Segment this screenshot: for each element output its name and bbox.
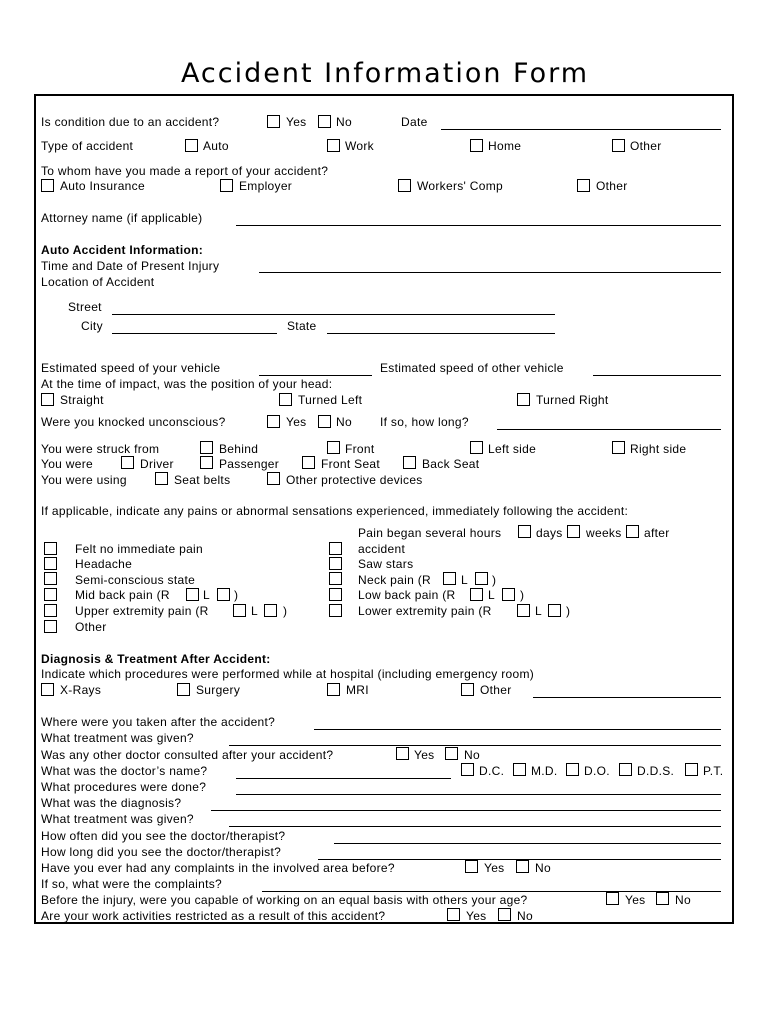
- struck-left-side-label: Left side: [488, 442, 537, 456]
- neck-pain-l-label: L: [461, 573, 468, 587]
- md-checkbox[interactable]: [513, 763, 526, 776]
- lower-ext-close: ): [566, 604, 571, 618]
- other-protective-checkbox[interactable]: [267, 472, 280, 485]
- struck-behind-checkbox[interactable]: [200, 441, 213, 454]
- pain-other-checkbox[interactable]: [44, 620, 57, 633]
- date-label: Date: [401, 115, 428, 129]
- how-long-doc-label: How long did you see the doctor/therapist?: [41, 845, 282, 859]
- low-back-checkbox[interactable]: [329, 588, 342, 601]
- dds-label: D.D.S.: [637, 764, 675, 778]
- head-straight-checkbox[interactable]: [41, 393, 54, 406]
- procedures-done-field[interactable]: [236, 794, 721, 795]
- where-taken-label: Where were you taken after the accident?: [41, 715, 276, 729]
- before-injury-no-label: No: [675, 893, 691, 907]
- felt-no-pain-checkbox[interactable]: [44, 542, 57, 555]
- type-other-label: Other: [630, 139, 662, 153]
- report-auto-insurance-checkbox[interactable]: [41, 179, 54, 192]
- accident-word-label: accident: [358, 542, 406, 556]
- mid-back-checkbox[interactable]: [44, 588, 57, 601]
- low-back-l-label: L: [488, 588, 495, 602]
- speed-other-field[interactable]: [593, 375, 721, 376]
- street-field[interactable]: [112, 314, 555, 315]
- knocked-no-checkbox[interactable]: [318, 415, 331, 428]
- mid-back-l-checkbox[interactable]: [217, 588, 230, 601]
- other-doctor-yes-label: Yes: [414, 748, 435, 762]
- lower-ext-l-label: L: [535, 604, 542, 618]
- report-workers-comp-checkbox[interactable]: [398, 179, 411, 192]
- pt-label: P.T.: [703, 764, 724, 778]
- before-injury-label: Before the injury, were you capable of working on an equal basis with others your age?: [41, 893, 528, 907]
- pain-began-checkbox[interactable]: [329, 542, 342, 555]
- passenger-checkbox[interactable]: [200, 456, 213, 469]
- complaints-yes-checkbox[interactable]: [465, 860, 478, 873]
- time-date-label: Time and Date of Present Injury: [41, 259, 220, 273]
- upper-ext-label: Upper extremity pain (R: [75, 604, 209, 618]
- upper-ext-l-label: L: [251, 604, 258, 618]
- head-position-label: At the time of impact, was the position of your head:: [41, 377, 333, 391]
- what-treatment-label: What treatment was given?: [41, 731, 194, 745]
- accident-no-label: No: [336, 115, 352, 129]
- type-other-checkbox[interactable]: [612, 139, 625, 152]
- how-long-field[interactable]: [497, 429, 721, 430]
- speed-yours-label: Estimated speed of your vehicle: [41, 361, 221, 375]
- surgery-checkbox[interactable]: [177, 683, 190, 696]
- accident-yes-label: Yes: [286, 115, 307, 129]
- lower-ext-label: Lower extremity pain (R: [358, 604, 492, 618]
- what-treatment-field[interactable]: [229, 745, 721, 746]
- complaints-no-checkbox[interactable]: [516, 860, 529, 873]
- report-other-label: Other: [596, 179, 628, 193]
- front-seat-label: Front Seat: [321, 457, 381, 471]
- other-doctor-no-label: No: [464, 748, 480, 762]
- type-home-label: Home: [488, 139, 522, 153]
- procedures-done-label: What procedures were done?: [41, 780, 207, 794]
- indicate-procedures-label: Indicate which procedures were performed while at hospital (including emergency room): [41, 667, 535, 681]
- pain-weeks-checkbox[interactable]: [626, 525, 639, 538]
- other-protective-label: Other protective devices: [286, 473, 423, 487]
- before-injury-no-checkbox[interactable]: [656, 892, 669, 905]
- back-seat-label: Back Seat: [422, 457, 480, 471]
- restricted-yes-label: Yes: [466, 909, 487, 923]
- type-work-checkbox[interactable]: [327, 139, 340, 152]
- xrays-label: X-Rays: [60, 683, 102, 697]
- street-label: Street: [68, 300, 102, 314]
- you-were-using-label: You were using: [41, 473, 127, 487]
- saw-stars-label: Saw stars: [358, 557, 414, 571]
- felt-no-pain-label: Felt no immediate pain: [75, 542, 203, 556]
- neck-pain-label: Neck pain (R: [358, 573, 431, 587]
- low-back-close: ): [520, 588, 525, 602]
- struck-left-side-checkbox[interactable]: [470, 441, 483, 454]
- lower-ext-l-checkbox[interactable]: [548, 604, 561, 617]
- restricted-no-checkbox[interactable]: [498, 908, 511, 921]
- md-label: M.D.: [531, 764, 558, 778]
- speed-yours-field[interactable]: [259, 375, 372, 376]
- pains-intro-label: If applicable, indicate any pains or abnormal sensations experienced, immediately following the accident:: [41, 504, 629, 518]
- upper-ext-r-checkbox[interactable]: [233, 604, 246, 617]
- neck-pain-r-checkbox[interactable]: [443, 572, 456, 585]
- head-straight-label: Straight: [60, 393, 104, 407]
- driver-label: Driver: [140, 457, 174, 471]
- time-date-field[interactable]: [259, 272, 721, 273]
- pain-other-label: Other: [75, 620, 107, 634]
- diagnosis-field[interactable]: [211, 810, 721, 811]
- struck-from-label: You were struck from: [41, 442, 160, 456]
- saw-stars-checkbox[interactable]: [329, 557, 342, 570]
- attorney-label: Attorney name (if applicable): [41, 211, 203, 225]
- complaints-what-label: If so, what were the complaints?: [41, 877, 223, 891]
- before-injury-yes-checkbox[interactable]: [606, 892, 619, 905]
- neck-pain-checkbox[interactable]: [329, 572, 342, 585]
- type-of-accident-label: Type of accident: [41, 139, 134, 153]
- state-field[interactable]: [327, 333, 555, 334]
- report-auto-insurance-label: Auto Insurance: [60, 179, 145, 193]
- other-doctor-label: Was any other doctor consulted after your accident?: [41, 748, 334, 762]
- semi-conscious-checkbox[interactable]: [44, 572, 57, 585]
- knocked-label: Were you knocked unconscious?: [41, 415, 226, 429]
- head-turned-right-checkbox[interactable]: [517, 393, 530, 406]
- struck-right-side-checkbox[interactable]: [612, 441, 625, 454]
- low-back-r-checkbox[interactable]: [470, 588, 483, 601]
- restricted-no-label: No: [517, 909, 533, 923]
- mri-checkbox[interactable]: [327, 683, 340, 696]
- mid-back-label: Mid back pain (R: [75, 588, 170, 602]
- passenger-label: Passenger: [219, 457, 280, 471]
- dc-label: D.C.: [479, 764, 505, 778]
- headache-checkbox[interactable]: [44, 557, 57, 570]
- how-often-label: How often did you see the doctor/therapist?: [41, 829, 286, 843]
- surgery-label: Surgery: [196, 683, 241, 697]
- mri-label: MRI: [346, 683, 369, 697]
- how-long-label: If so, how long?: [380, 415, 469, 429]
- where-taken-field[interactable]: [314, 729, 721, 730]
- mid-back-l-label: L: [203, 588, 210, 602]
- accident-no-checkbox[interactable]: [318, 115, 331, 128]
- other-doctor-yes-checkbox[interactable]: [396, 747, 409, 760]
- driver-checkbox[interactable]: [121, 456, 134, 469]
- mid-back-close: ): [234, 588, 239, 602]
- how-often-field[interactable]: [334, 843, 721, 844]
- other-doctor-no-checkbox[interactable]: [445, 747, 458, 760]
- type-auto-label: Auto: [203, 139, 229, 153]
- attorney-field[interactable]: [236, 225, 721, 226]
- what-treatment-2-label: What treatment was given?: [41, 812, 194, 826]
- do-checkbox[interactable]: [566, 763, 579, 776]
- type-home-checkbox[interactable]: [470, 139, 483, 152]
- head-turned-left-checkbox[interactable]: [279, 393, 292, 406]
- procedure-other-label: Other: [480, 683, 512, 697]
- semi-conscious-label: Semi-conscious state: [75, 573, 196, 587]
- neck-pain-l-checkbox[interactable]: [475, 572, 488, 585]
- diagnosis-label: What was the diagnosis?: [41, 796, 182, 810]
- procedure-other-checkbox[interactable]: [461, 683, 474, 696]
- do-label: D.O.: [584, 764, 610, 778]
- struck-right-side-label: Right side: [630, 442, 687, 456]
- city-label: City: [81, 319, 103, 333]
- dds-checkbox[interactable]: [619, 763, 632, 776]
- head-turned-right-label: Turned Right: [536, 393, 609, 407]
- knocked-yes-checkbox[interactable]: [267, 415, 280, 428]
- complaints-before-label: Have you ever had any complaints in the involved area before?: [41, 861, 395, 875]
- auto-accident-heading: Auto Accident Information:: [41, 243, 204, 257]
- what-treatment-2-field[interactable]: [229, 826, 721, 827]
- upper-ext-close: ): [283, 604, 288, 618]
- doctor-name-field[interactable]: [236, 778, 451, 779]
- report-employer-label: Employer: [239, 179, 293, 193]
- complaints-what-field[interactable]: [262, 891, 721, 892]
- low-back-l-checkbox[interactable]: [502, 588, 515, 601]
- you-were-label: You were: [41, 457, 93, 471]
- headache-label: Headache: [75, 557, 133, 571]
- date-field[interactable]: [441, 129, 721, 130]
- upper-ext-l-checkbox[interactable]: [264, 604, 277, 617]
- knocked-no-label: No: [336, 415, 352, 429]
- seat-belts-checkbox[interactable]: [155, 472, 168, 485]
- doctor-name-label: What was the doctor’s name?: [41, 764, 208, 778]
- lower-ext-checkbox[interactable]: [329, 604, 342, 617]
- xrays-checkbox[interactable]: [41, 683, 54, 696]
- procedure-other-field[interactable]: [533, 697, 721, 698]
- lower-ext-r-checkbox[interactable]: [517, 604, 530, 617]
- restricted-yes-checkbox[interactable]: [447, 908, 460, 921]
- complaints-no-label: No: [535, 861, 551, 875]
- neck-pain-close: ): [492, 573, 497, 587]
- head-turned-left-label: Turned Left: [298, 393, 363, 407]
- report-employer-checkbox[interactable]: [220, 179, 233, 192]
- city-field[interactable]: [112, 333, 277, 334]
- to-whom-label: To whom have you made a report of your accident?: [41, 164, 329, 178]
- speed-other-label: Estimated speed of other vehicle: [380, 361, 564, 375]
- type-auto-checkbox[interactable]: [185, 139, 198, 152]
- before-injury-yes-label: Yes: [625, 893, 646, 907]
- after-label: after: [644, 526, 670, 540]
- form-title: Accident Information Form: [180, 58, 590, 89]
- accident-yes-checkbox[interactable]: [267, 115, 280, 128]
- low-back-label: Low back pain (R: [358, 588, 456, 602]
- front-seat-checkbox[interactable]: [302, 456, 315, 469]
- mid-back-r-checkbox[interactable]: [186, 588, 199, 601]
- seat-belts-label: Seat belts: [174, 473, 231, 487]
- pain-days-checkbox[interactable]: [567, 525, 580, 538]
- report-other-checkbox[interactable]: [577, 179, 590, 192]
- restricted-label: Are your work activities restricted as a result of this accident?: [41, 909, 386, 923]
- pain-hours-checkbox[interactable]: [518, 525, 531, 538]
- accident-question-label: Is condition due to an accident?: [41, 115, 220, 129]
- struck-front-label: Front: [345, 442, 375, 456]
- report-workers-comp-label: Workers' Comp: [417, 179, 503, 193]
- complaints-yes-label: Yes: [484, 861, 505, 875]
- days-label: days: [536, 526, 563, 540]
- state-label: State: [287, 319, 317, 333]
- dc-checkbox[interactable]: [461, 763, 474, 776]
- back-seat-checkbox[interactable]: [403, 456, 416, 469]
- knocked-yes-label: Yes: [286, 415, 307, 429]
- pt-checkbox[interactable]: [685, 763, 698, 776]
- location-label: Location of Accident: [41, 275, 155, 289]
- pain-began-label: Pain began several hours: [358, 526, 502, 540]
- type-work-label: Work: [345, 139, 374, 153]
- diagnosis-heading: Diagnosis & Treatment After Accident:: [41, 652, 271, 666]
- upper-ext-checkbox[interactable]: [44, 604, 57, 617]
- struck-front-checkbox[interactable]: [327, 441, 340, 454]
- struck-behind-label: Behind: [219, 442, 259, 456]
- weeks-label: weeks: [586, 526, 622, 540]
